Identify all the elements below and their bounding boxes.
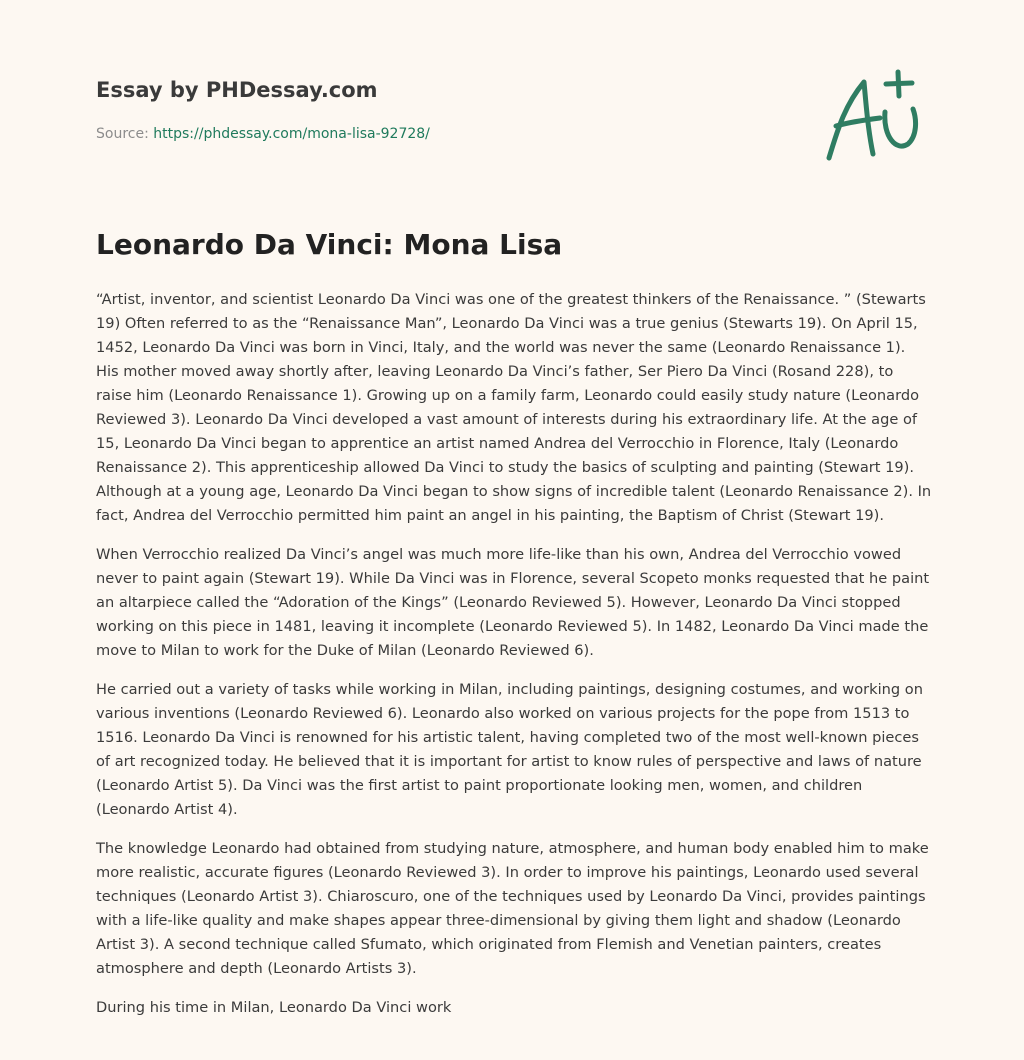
essay-paragraph: When Verrocchio realized Da Vinci’s angel was much more life-like than his own, Andrea del Verrocchio vowed never to paint again (Stewart 19). While Da Vinci was in Florence, several Scopeto monks requested that he paint an altarpiece called the “Adoration of the Kings” (Leonardo Reviewed 5). However, Leonardo Da Vinci stopped working on this piece in 1481, leaving it incomplete (Leonardo Reviewed 5). In 1482, Leonardo Da Vinci made the move to Milan to work for the Duke of Milan (Leonardo Reviewed 6). (96, 546, 930, 659)
page-header (96, 76, 796, 144)
essay-paragraph: During his time in Milan, Leonardo Da Vinci work (96, 999, 452, 1016)
source-link[interactable]: https://phdessay.com/mona-lisa-92728/ (153, 126, 430, 142)
source-line (96, 124, 796, 144)
a-plus-logo-icon (820, 66, 930, 166)
essay-body (96, 288, 932, 1035)
site-title: Essay by PHDessay.com (96, 78, 378, 102)
essay-title: Leonardo Da Vinci: Mona Lisa (96, 228, 563, 261)
essay-paragraph: He carried out a variety of tasks while working in Milan, including paintings, designing costumes, and working on various inventions (Leonardo Reviewed 6). Leonardo also worked on various projects for the pope from 1513 to 1516. Leonardo Da Vinci is renowned for his artistic talent, having completed two of the most well-known pieces of art recognized today. He believed that it is important for artist to know rules of perspective and laws of nature (Leonardo Artist 5). Da Vinci was the first artist to paint proportionate looking men, women, and children (Leonardo Artist 4). (96, 681, 923, 818)
essay-paragraph: The knowledge Leonardo had obtained from studying nature, atmosphere, and human body enabled him to make more realistic, accurate figures (Leonardo Reviewed 3). In order to improve his paintings, Leonardo used several techniques (Leonardo Artist 3). Chiaroscuro, one of the techniques used by Leonardo Da Vinci, provides paintings with a life-like quality and make shapes appear three-dimensional by giving them light and shadow (Leonardo Artist 3). A second technique called Sfumato, which originated from Flemish and Venetian painters, creates atmosphere and depth (Leonardo Artists 3). (96, 840, 929, 977)
source-label: Source: (96, 126, 149, 142)
essay-paragraph: “Artist, inventor, and scientist Leonardo Da Vinci was one of the greatest thinkers of the Renaissance. ” (Stewarts 19) Often referred to as the “Renaissance Man”, Leonardo Da Vinci was a true genius (Stewarts 19). On April 15, 1452, Leonardo Da Vinci was born in Vinci, Italy, and the world was never the same (Leonardo Renaissance 1). His mother moved away shortly after, leaving Leonardo Da Vinci’s father, Ser Piero Da Vinci (Rosand 228), to raise him (Leonardo Renaissance 1). Growing up on a family farm, Leonardo could easily study nature (Leonardo Reviewed 3). Leonardo Da Vinci developed a vast amount of interests during his extraordinary life. At the age of 15, Leonardo Da Vinci began to apprentice an artist named Andrea del Verrocchio in Florence, Italy (Leonardo Renaissance 2). This apprenticeship allowed Da Vinci to study the basics of sculpting and painting (Stewart 19). Although at a young age, Leonardo Da Vinci began to show signs of incredible talent (Leonardo Renaissance 2). In fact, Andrea del Verrocchio permitted him paint an angel in his painting, the Baptism of Christ (Stewart 19). (96, 291, 932, 524)
